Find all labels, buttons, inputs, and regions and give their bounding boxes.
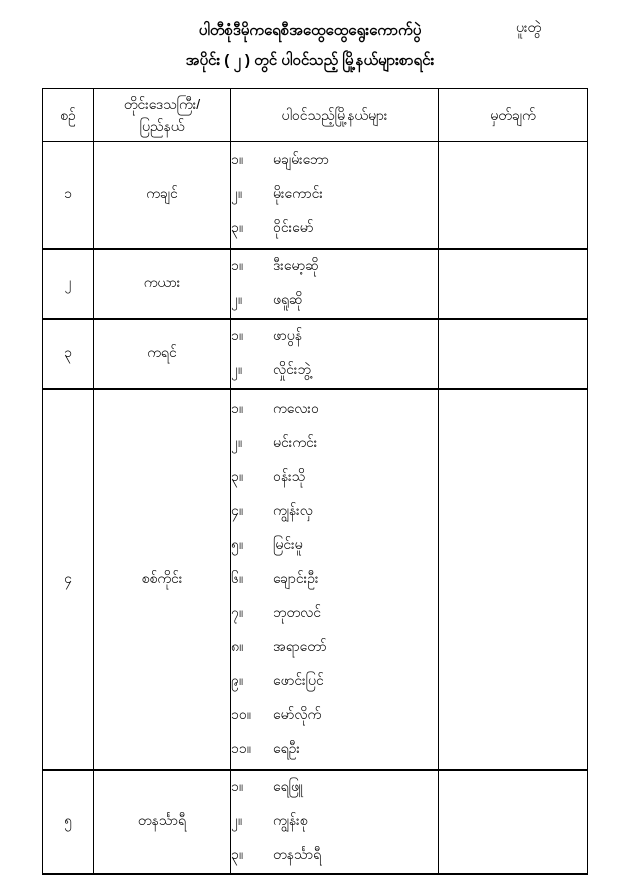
township-item [231,771,438,805]
township-name: မချမ်းဘော [273,151,329,168]
row-region: စစ်ကိုင်း [94,389,231,770]
township-item [231,178,438,212]
township-number: ၂။ [231,361,243,377]
township-name: တနင်္သာရီ [273,846,322,862]
township-item [231,698,438,732]
table-row-kayah [43,249,588,319]
township-name: ဖရူဆို [273,291,303,307]
township-name: ဘုတလင် [273,603,322,620]
township-number: ၁၀။ [231,705,251,722]
township-name: ကျွန်းစု [273,812,308,828]
township-item [231,354,438,388]
table-row-tanintharyi [43,770,588,874]
township-name: ဝိုင်းမော် [273,219,314,236]
table-row-kayin [43,319,588,389]
remark-cell [439,249,588,319]
township-name: ဖောင်းပြင် [273,671,324,688]
township-name: ကလေးဝ [273,399,319,416]
township-name: ချောင်းဦး [273,569,319,586]
township-name: ရေဦး [273,739,300,756]
township-item [231,392,438,426]
township-number: ၅။ [231,535,244,552]
remark-cell [439,770,588,874]
remark-cell [439,142,588,249]
column-header-region [94,89,231,142]
township-number: ၈။ [231,637,244,654]
township-item [231,528,438,562]
township-item [231,320,438,354]
township-item [231,732,438,766]
township-number: ၂။ [231,433,243,450]
township-number: ၃။ [231,467,244,484]
township-number: ၁။ [231,399,244,416]
header-row [43,89,588,142]
township-item [231,212,438,246]
row-region: ကရင် [94,319,231,389]
township-name: ဝန်းသို [273,467,306,484]
township-item [231,839,438,873]
row-region: ကချင် [94,142,231,249]
township-number: ၂။ [231,291,243,307]
row-region: တနင်္သာရီ [94,770,231,874]
townships-table [42,88,588,875]
remark-cell [439,319,588,389]
row-no: ၁ [43,142,94,249]
township-number: ၁။ [231,327,244,343]
township-item [231,494,438,528]
township-name: မော်လိုက် [273,705,322,722]
row-no: ၂ [43,249,94,319]
page-title-line1: ပါတီစုံဒီမိုကရေစီအထွေထွေရွေးကောက်ပွဲ [198,22,422,39]
township-item [231,144,438,178]
column-header-no: စဉ် [43,89,94,142]
table-row-kachin [43,142,588,249]
township-name: မြင်းမူ [273,535,303,552]
township-number: ၃။ [231,219,244,236]
township-list [231,249,439,319]
township-number: ၄။ [231,501,244,518]
page-title [0,16,617,76]
township-number: ၃။ [231,846,244,862]
township-number: ၉။ [231,671,244,688]
township-number: ၂။ [231,185,243,202]
township-name: ဒီးမော့ဆို [273,257,319,273]
column-header-region-line2: ပြည်နယ် [139,118,185,134]
township-item [231,426,438,460]
township-item [231,596,438,630]
township-number: ၁။ [231,257,244,273]
township-number: ၁။ [231,778,244,794]
township-list [231,319,439,389]
township-number: ၆။ [231,569,244,586]
township-name: မင်းကင်း [273,433,318,450]
column-header-townships: ပါဝင်သည့်မြို့နယ်များ [231,89,439,142]
township-item [231,805,438,839]
row-no: ၅ [43,770,94,874]
township-number: ၇။ [231,603,244,620]
township-number: ၁၁။ [231,739,251,756]
township-item [231,664,438,698]
township-item [231,562,438,596]
township-name: အရာတော် [273,637,327,654]
township-name: ရေဖြူ [273,778,304,794]
township-number: ၁။ [231,151,244,168]
table-row-sagaing [43,389,588,770]
township-item [231,630,438,664]
township-list [231,142,439,249]
township-name: လှိုင်းဘွဲ့ [273,361,311,377]
row-region: ကယား [94,249,231,319]
column-header-region-line1: တိုင်းဒေသကြီး/ [123,96,201,112]
annex-label: ပူးတွဲ [516,19,542,35]
column-header-remark: မှတ်ချက် [439,89,588,142]
township-list [231,770,439,874]
row-no: ၃ [43,319,94,389]
remark-cell [439,389,588,770]
township-list [231,389,439,770]
row-no: ၄ [43,389,94,770]
township-number: ၂။ [231,812,243,828]
township-item [231,284,438,318]
township-item [231,460,438,494]
township-item [231,250,438,284]
township-name: မိုးကောင်း [273,185,323,202]
township-name: ဖာပွန် [273,327,302,343]
township-name: ကျွန်းလှ [273,501,313,518]
page-title-line2: အပိုင်း ( ၂ ) တွင် ပါဝင်သည့် မြို့နယ်များစာရင်း [185,52,435,69]
